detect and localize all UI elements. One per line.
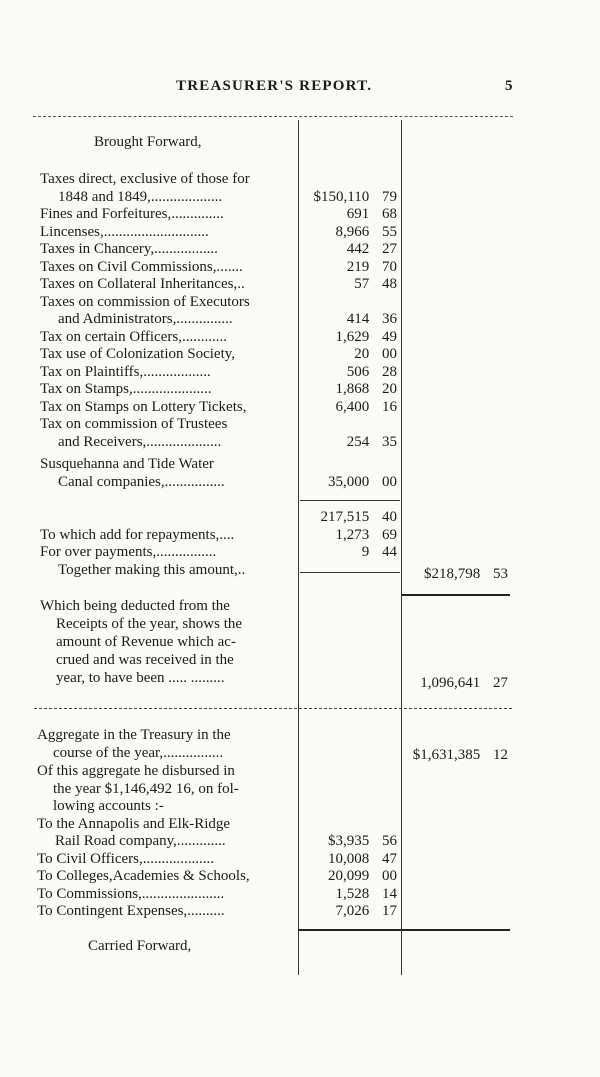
item-label: Tax on commission of Trustees	[40, 416, 228, 432]
deduction-text: Which being deducted from the	[40, 598, 230, 614]
header-rule	[33, 116, 513, 117]
deduction-text: amount of Revenue which ac-	[56, 634, 236, 650]
item-label: Canal companies,................	[58, 474, 225, 490]
item-amount: 7,026 17	[335, 903, 397, 919]
item-label: To the Annapolis and Elk-Ridge	[37, 815, 231, 832]
item-amount: 414 36	[346, 311, 397, 327]
disbursed-text: the year $1,146,492 16, on fol-	[53, 780, 239, 797]
section-rule	[402, 594, 510, 596]
item-amount: 506 28	[346, 363, 397, 380]
item-label: and Receivers,....................	[58, 433, 222, 450]
item-amount: 57 48	[354, 276, 397, 292]
section-rule	[34, 708, 512, 709]
item-amount: 35,000 00	[328, 474, 397, 490]
aggregate-text: course of the year,................	[53, 745, 224, 761]
item-amount: $3,935 56	[328, 833, 397, 849]
carried-forward: Carried Forward,	[88, 938, 192, 954]
item-amount: 10,008 47	[328, 850, 397, 867]
item-label: Rail Road company,.............	[55, 833, 226, 849]
repayments-label: To which add for repayments,....	[40, 526, 235, 543]
item-amount: 691 68	[346, 206, 397, 222]
aggregate-text: Aggregate in the Treasury in the	[37, 727, 231, 743]
deduction-text: Receipts of the year, shows the	[56, 616, 243, 632]
item-label: Susquehanna and Tide Water	[40, 456, 214, 472]
page-header	[0, 78, 600, 98]
carried-rule	[299, 929, 401, 931]
disbursed-text: Of this aggregate he disbursed in	[37, 763, 235, 779]
repayments-amount: 1,273 69	[335, 526, 397, 543]
item-label: and Administrators,...............	[58, 311, 233, 327]
item-amount: 1,629 49	[335, 328, 397, 345]
running-title: TREASURER'S REPORT.	[176, 78, 373, 94]
brought-forward: Brought Forward,	[94, 134, 202, 150]
item-amount: 20,099 00	[328, 868, 397, 884]
item-label: Taxes in Chancery,.................	[40, 241, 218, 257]
item-label: Taxes direct, exclusive of those for	[40, 171, 250, 187]
item-amount: 1,868 20	[335, 381, 397, 397]
overpayments-amount: 9 44	[361, 544, 397, 560]
column-rule-right	[401, 120, 402, 975]
deduction-text: crued and was received in the	[56, 652, 234, 668]
item-label: Tax on Plaintiffs,..................	[40, 363, 211, 380]
overpayments-label: For over payments,................	[40, 544, 217, 560]
item-amount: 254 35	[346, 433, 397, 450]
item-label: Lincenses,............................	[40, 223, 209, 240]
item-label: Tax on Stamps,.....................	[40, 381, 212, 397]
item-label: Tax on Stamps on Lottery Tickets,	[40, 398, 247, 415]
item-label: To Colleges,Academies & Schools,	[37, 868, 250, 884]
item-label: Tax use of Colonization Society,	[40, 346, 236, 362]
item-amount: $150,110 79	[313, 188, 397, 205]
item-label: Taxes on Civil Commissions,.......	[40, 258, 243, 275]
subtotal-rule	[300, 500, 400, 501]
item-label: Fines and Forfeitures,..............	[40, 206, 224, 222]
item-label: 1848 and 1849,...................	[58, 188, 223, 205]
deduction-amount: 1,096,641 27	[420, 675, 508, 691]
item-label: Taxes on Collateral Inheritances,..	[40, 276, 245, 292]
deduction-text: year, to have been ..... .........	[56, 670, 225, 686]
carried-rule	[402, 929, 510, 931]
item-amount: 20 00	[354, 346, 397, 362]
together-rule	[300, 572, 400, 573]
column-rule-left	[298, 120, 299, 975]
item-amount: 8,966 55	[335, 223, 397, 240]
together-amount: $218,798 53	[424, 566, 508, 582]
item-label: To Commissions,......................	[37, 885, 225, 902]
item-amount: 219 70	[346, 258, 397, 275]
item-amount: 6,400 16	[335, 398, 397, 415]
together-label: Together making this amount,..	[58, 562, 246, 578]
item-label: To Civil Officers,...................	[37, 850, 214, 867]
item-amount: 442 27	[346, 241, 397, 257]
subtotal-amount: 217,515 40	[320, 509, 397, 525]
item-label: Tax on certain Officers,............	[40, 328, 227, 345]
item-amount: 1,528 14	[335, 885, 397, 902]
aggregate-amount: $1,631,385 12	[412, 747, 508, 763]
disbursed-text: lowing accounts :-	[53, 798, 164, 814]
item-label: To Contingent Expenses,..........	[37, 903, 225, 919]
page-number: 5	[505, 78, 513, 94]
item-label: Taxes on commission of Executors	[40, 293, 250, 310]
